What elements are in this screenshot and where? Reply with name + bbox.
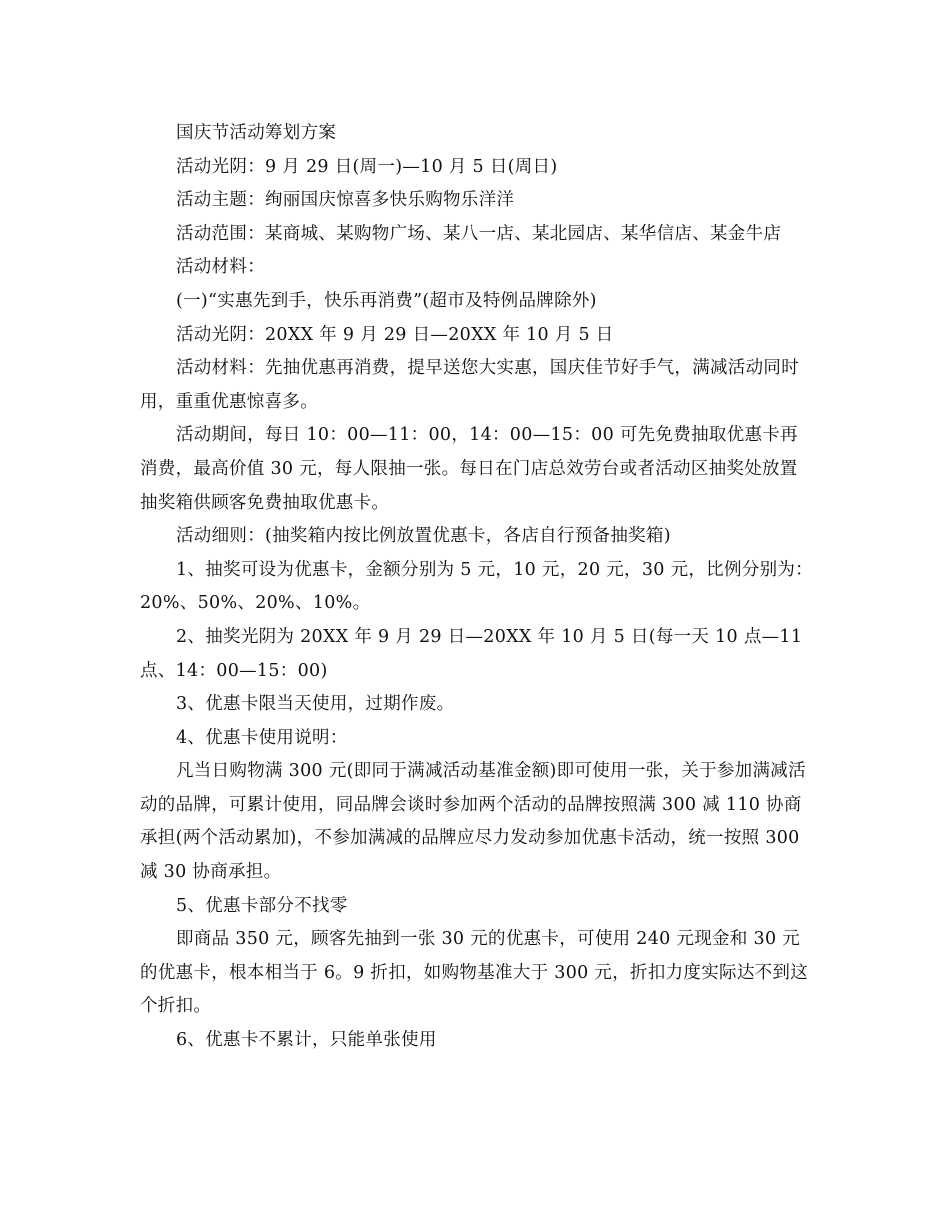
paragraph-activity-scope: 活动范围：某商城、某购物广场、某八一店、某北园店、某华信店、某金牛店 bbox=[176, 223, 782, 244]
rule-item-3: 3、优惠卡限当天使用，过期作废。 bbox=[176, 694, 455, 715]
document-body bbox=[140, 117, 814, 1058]
document-title: 国庆节活动筹划方案 bbox=[176, 123, 337, 143]
paragraph-example: 即商品 350 元，顾客先抽到一张 30 元的优惠卡，可使用 240 元现金和 30 元的优惠卡，根本相当于 6。9 折扣，如购物基准大于 300 元，折扣力度实际达不到这个折扣。 bbox=[140, 929, 809, 1017]
rule-item-4: 4、优惠卡使用说明： bbox=[176, 727, 348, 748]
paragraph-activity-theme: 活动主题：绚丽国庆惊喜多快乐购物乐洋洋 bbox=[176, 190, 515, 211]
paragraph-section-time: 活动光阴：20XX 年 9 月 29 日—20XX 年 10 月 5 日 bbox=[176, 324, 614, 345]
rule-item-1: 1、抽奖可设为优惠卡，金额分别为 5 元，10 元，20 元，30 元，比例分别为：20%、50%、20%、10%。 bbox=[140, 559, 813, 614]
paragraph-rules-heading: 活动细则：(抽奖箱内按比例放置优惠卡，各店自行预备抽奖箱) bbox=[176, 526, 671, 547]
rule-item-2: 2、抽奖光阴为 20XX 年 9 月 29 日—20XX 年 10 月 5 日(每一天 10 点—11 点、14：00—15：00) bbox=[140, 626, 803, 681]
paragraph-activity-period: 活动期间，每日 10：00—11：00，14：00—15：00 可先免费抽取优惠卡再消费，最高价值 30 元，每人限抽一张。每日在门店总效劳台或者活动区抽奖处放置抽奖箱供顾客免费抽取优惠卡。 bbox=[140, 425, 798, 513]
section-heading-1: (一)“实惠先到手，快乐再消费”(超市及特例品牌除外) bbox=[176, 290, 597, 311]
paragraph-activity-materials-heading: 活动材料： bbox=[176, 257, 265, 278]
paragraph-section-materials: 活动材料：先抽优惠再消费，提早送您大实惠，国庆佳节好手气，满减活动同时用，重重优惠惊喜多。 bbox=[140, 358, 799, 412]
rule-item-5: 5、优惠卡部分不找零 bbox=[176, 895, 348, 916]
paragraph-usage-details: 凡当日购物满 300 元(即同于满减活动基准金额)即可使用一张，关于参加满减活动的品牌，可累计使用，同品牌会谈时参加两个活动的品牌按照满 300 减 110 协商承担(两个活动累加)，不参加满减的品牌应尽力发动参加优惠卡活动，统一按照 300 减 30 协商承担。 bbox=[140, 761, 806, 883]
rule-item-6: 6、优惠卡不累计，只能单张使用 bbox=[176, 1030, 437, 1051]
paragraph-activity-time: 活动光阴：9 月 29 日(周一)—10 月 5 日(周日) bbox=[176, 156, 558, 177]
